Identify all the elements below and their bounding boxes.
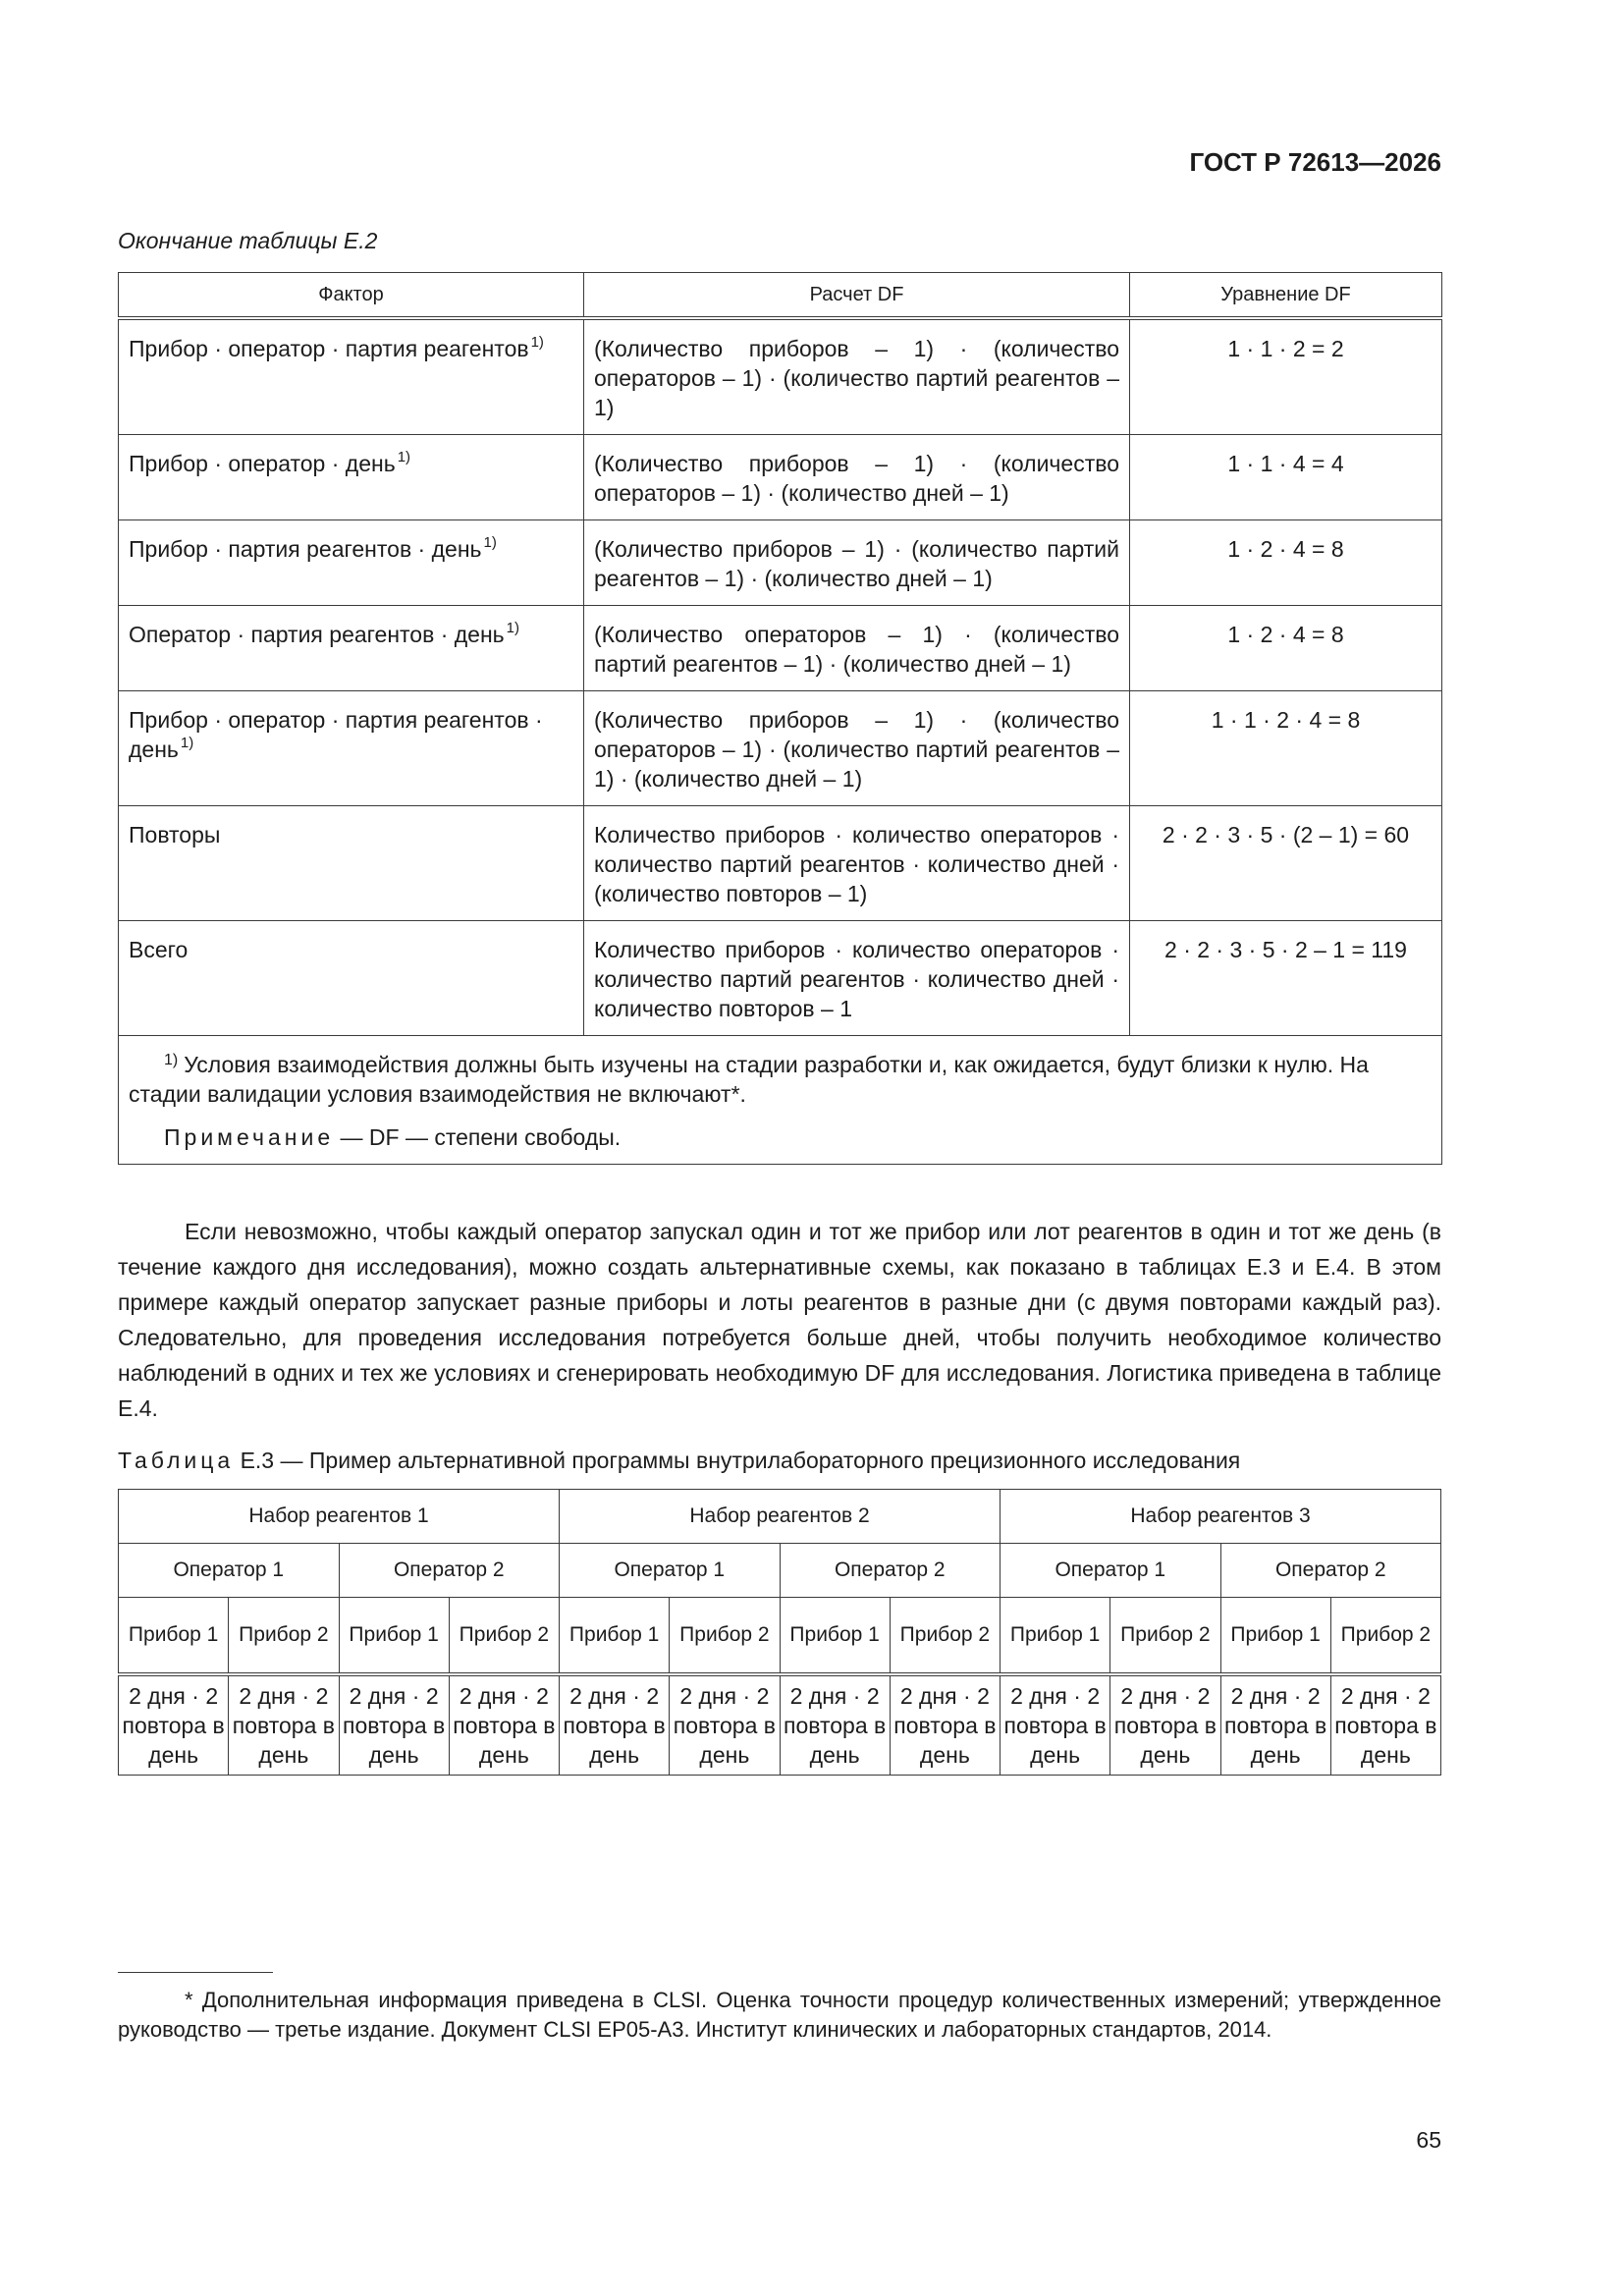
- schedule-cell: 2 дня · 2 повтора в день: [560, 1674, 670, 1776]
- device-header: Прибор 2: [1330, 1598, 1440, 1675]
- device-header: Прибор 1: [119, 1598, 229, 1675]
- table-row: [119, 520, 1442, 606]
- factor-cell: [119, 318, 584, 435]
- table-e2: [118, 272, 1442, 1165]
- df-calc-cell: Количество приборов · количество операторов · количество партий реагентов · количество дней · количество повторов – 1: [584, 921, 1130, 1036]
- table-e3: [118, 1489, 1441, 1776]
- table-footnote-cell: [119, 1036, 1442, 1165]
- page-footnote: * Дополнительная информация приведена в CLSI. Оценка точности процедур количественных измерений; утвержденное руководство — третье издание. Документ CLSI EP05-A3. Институт клинических и лабораторных стандартов, 2014.: [118, 1988, 1441, 2042]
- factor-text: Оператор · партия реагентов · день: [129, 622, 505, 647]
- schedule-cell: 2 дня · 2 повтора в день: [1220, 1674, 1330, 1776]
- reagent-set-header: Набор реагентов 3: [1001, 1490, 1441, 1544]
- device-header: Прибор 2: [449, 1598, 559, 1675]
- df-calc-cell: (Количество приборов – 1) · (количество операторов – 1) · (количество партий реагентов – 1): [584, 318, 1130, 435]
- header-factor: Фактор: [119, 273, 584, 319]
- factor-cell: [119, 921, 584, 1036]
- page-number: 65: [1416, 2127, 1441, 2153]
- df-calc-cell: (Количество приборов – 1) · (количество партий реагентов – 1) · (количество дней – 1): [584, 520, 1130, 606]
- header-df-equation: Уравнение DF: [1130, 273, 1442, 319]
- df-equation-cell: 1 · 1 · 2 = 2: [1130, 318, 1442, 435]
- caption-text: Е.3 — Пример альтернативной программы внутрилабораторного прецизионного исследования: [234, 1448, 1241, 1473]
- schedule-cell: 2 дня · 2 повтора в день: [229, 1674, 339, 1776]
- reagent-set-header: Набор реагентов 2: [560, 1490, 1001, 1544]
- document-code: ГОСТ Р 72613—2026: [1189, 147, 1441, 177]
- table-e3-caption: [118, 1448, 1240, 1474]
- operator-header: Оператор 1: [560, 1544, 781, 1598]
- df-calc-cell: (Количество операторов – 1) · (количество партий реагентов – 1) · (количество дней – 1): [584, 606, 1130, 691]
- factor-cell: [119, 606, 584, 691]
- df-equation-cell: 1 · 2 · 4 = 8: [1130, 520, 1442, 606]
- device-header: Прибор 1: [780, 1598, 890, 1675]
- factor-text: Прибор · оператор · день: [129, 451, 396, 476]
- table-continuation-title: Окончание таблицы Е.2: [118, 228, 378, 253]
- df-equation-cell: 2 · 2 · 3 · 5 · 2 – 1 = 119: [1130, 921, 1442, 1036]
- factor-text: Прибор · оператор · партия реагентов · день: [129, 707, 543, 762]
- schedule-cell: 2 дня · 2 повтора в день: [1001, 1674, 1110, 1776]
- factor-cell: [119, 691, 584, 806]
- df-equation-cell: 1 · 1 · 4 = 4: [1130, 435, 1442, 520]
- reagent-set-header: Набор реагентов 1: [119, 1490, 560, 1544]
- device-header: Прибор 2: [670, 1598, 780, 1675]
- operator-header: Оператор 2: [780, 1544, 1001, 1598]
- table-row: [119, 435, 1442, 520]
- factor-text: Прибор · оператор · партия реагентов: [129, 336, 529, 361]
- schedule-cell: 2 дня · 2 повтора в день: [449, 1674, 559, 1776]
- footnote-ref: 1): [180, 735, 194, 751]
- factor-text: Повторы: [129, 822, 221, 847]
- factor-text: Прибор · партия реагентов · день: [129, 536, 482, 562]
- note-text: — DF — степени свободы.: [334, 1124, 622, 1150]
- schedule-cell: 2 дня · 2 повтора в день: [890, 1674, 1000, 1776]
- footnote-text: Условия взаимодействия должны быть изучены на стадии разработки и, как ожидается, будут близки к нулю. На стадии валидации условия взаимодействия не включают*.: [129, 1052, 1369, 1107]
- operator-header: Оператор 1: [119, 1544, 340, 1598]
- table-note: [164, 1122, 1432, 1152]
- factor-text: Всего: [129, 937, 189, 962]
- document-page: [118, 0, 1441, 2296]
- table-row: [119, 691, 1442, 806]
- body-paragraph: Если невозможно, чтобы каждый оператор запускал один и тот же прибор или лот реагентов в один и тот же день (в течение каждого дня исследования), можно создать альтернативные схемы, как показано в таблицах Е.3 и Е.4. В этом примере каждый оператор запускает разные приборы и лоты реагентов в разные дни (с двумя повторами каждый раз). Следовательно, для проведения исследования потребуется больше дней, чтобы получить необходимое количество наблюдений в одних и тех же условиях и сгенерировать необходимую DF для исследования. Логистика приведена в таблице Е.4.: [118, 1219, 1441, 1421]
- df-calc-cell: (Количество приборов – 1) · (количество операторов – 1) · (количество дней – 1): [584, 435, 1130, 520]
- table-row: [119, 318, 1442, 435]
- footnote-separator: [118, 1972, 273, 1973]
- device-header: Прибор 2: [890, 1598, 1000, 1675]
- factor-cell: [119, 520, 584, 606]
- footnote-ref: 1): [506, 620, 519, 636]
- device-header: Прибор 2: [1110, 1598, 1220, 1675]
- note-label: Примечание: [164, 1124, 335, 1150]
- table-row: [119, 606, 1442, 691]
- factor-cell: [119, 435, 584, 520]
- caption-label: Таблица: [118, 1448, 235, 1473]
- device-header: Прибор 1: [339, 1598, 449, 1675]
- table-row: [119, 921, 1442, 1036]
- device-header: Прибор 1: [560, 1598, 670, 1675]
- df-calc-cell: (Количество приборов – 1) · (количество операторов – 1) · (количество партий реагентов – 1) · (количество дней – 1): [584, 691, 1130, 806]
- footnote-ref: 1): [530, 334, 544, 351]
- footnote-ref: 1): [397, 449, 411, 465]
- header-df-calc: Расчет DF: [584, 273, 1130, 319]
- operator-header: Оператор 1: [1001, 1544, 1221, 1598]
- factor-cell: [119, 806, 584, 921]
- footnote-marker: 1): [164, 1052, 179, 1068]
- schedule-cell: 2 дня · 2 повтора в день: [339, 1674, 449, 1776]
- device-header: Прибор 1: [1220, 1598, 1330, 1675]
- schedule-cell: 2 дня · 2 повтора в день: [1330, 1674, 1440, 1776]
- df-calc-cell: Количество приборов · количество операторов · количество партий реагентов · количество дней · (количество повторов – 1): [584, 806, 1130, 921]
- table-row: [119, 806, 1442, 921]
- df-equation-cell: 1 · 1 · 2 · 4 = 8: [1130, 691, 1442, 806]
- df-equation-cell: 2 · 2 · 3 · 5 · (2 – 1) = 60: [1130, 806, 1442, 921]
- operator-header: Оператор 2: [1220, 1544, 1441, 1598]
- schedule-cell: 2 дня · 2 повтора в день: [670, 1674, 780, 1776]
- schedule-cell: 2 дня · 2 повтора в день: [1110, 1674, 1220, 1776]
- footnote-ref: 1): [483, 534, 497, 551]
- schedule-cell: 2 дня · 2 повтора в день: [119, 1674, 229, 1776]
- operator-header: Оператор 2: [339, 1544, 560, 1598]
- df-equation-cell: 1 · 2 · 4 = 8: [1130, 606, 1442, 691]
- device-header: Прибор 2: [229, 1598, 339, 1675]
- schedule-cell: 2 дня · 2 повтора в день: [780, 1674, 890, 1776]
- device-header: Прибор 1: [1001, 1598, 1110, 1675]
